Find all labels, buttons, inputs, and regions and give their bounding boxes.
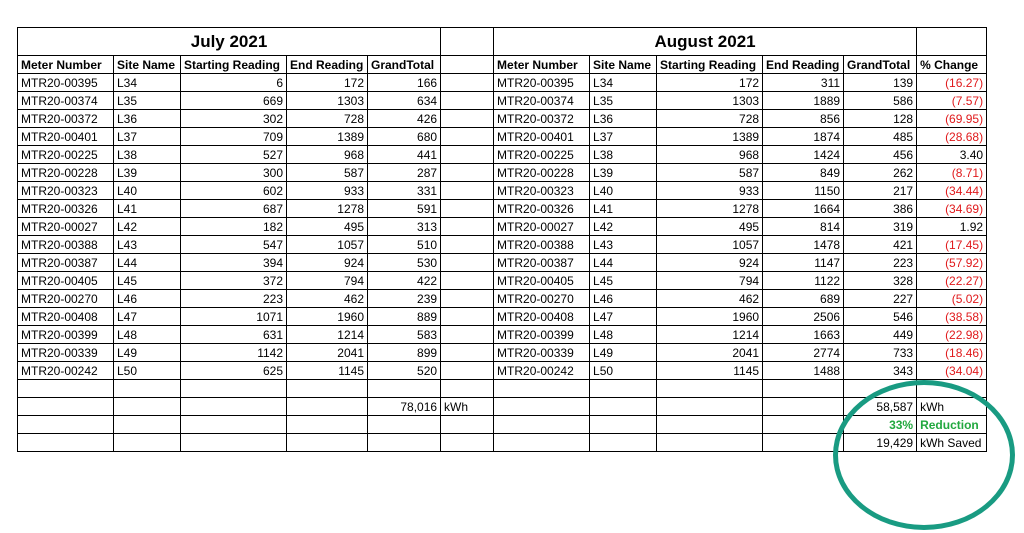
july-site-cell: L34 <box>114 74 181 92</box>
change-cell: (18.46) <box>917 344 987 362</box>
august-start-cell: 933 <box>657 182 763 200</box>
table-row <box>18 164 987 182</box>
july-total-cell: 520 <box>368 362 441 380</box>
august-site-cell: L44 <box>590 254 657 272</box>
august-header-total: GrandTotal <box>844 56 917 74</box>
august-total-cell: 343 <box>844 362 917 380</box>
july-end-cell: 728 <box>287 110 368 128</box>
july-header-site: Site Name <box>114 56 181 74</box>
july-meter-cell: MTR20-00374 <box>18 92 114 110</box>
august-meter-cell: MTR20-00387 <box>494 254 590 272</box>
blank-cell <box>494 416 590 434</box>
august-title: August 2021 <box>494 28 917 56</box>
blank-cell <box>114 416 181 434</box>
july-start-cell: 547 <box>181 236 287 254</box>
july-start-cell: 687 <box>181 200 287 218</box>
august-site-cell: L47 <box>590 308 657 326</box>
august-start-cell: 728 <box>657 110 763 128</box>
spacer-cell <box>441 28 494 56</box>
change-cell: (34.44) <box>917 182 987 200</box>
august-total-cell: 223 <box>844 254 917 272</box>
august-site-cell: L37 <box>590 128 657 146</box>
spacer-cell <box>441 290 494 308</box>
blank-cell <box>287 380 368 398</box>
august-meter-cell: MTR20-00242 <box>494 362 590 380</box>
blank-cell <box>441 416 494 434</box>
august-site-cell: L38 <box>590 146 657 164</box>
august-end-cell: 1663 <box>763 326 844 344</box>
spacer-cell <box>441 254 494 272</box>
month-header-row <box>18 28 987 56</box>
august-meter-cell: MTR20-00399 <box>494 326 590 344</box>
table-row <box>18 92 987 110</box>
july-end-cell: 968 <box>287 146 368 164</box>
july-total-cell: 634 <box>368 92 441 110</box>
change-cell: (7.57) <box>917 92 987 110</box>
july-site-cell: L45 <box>114 272 181 290</box>
july-total-cell: 441 <box>368 146 441 164</box>
august-end-cell: 1664 <box>763 200 844 218</box>
august-header-start: Starting Reading <box>657 56 763 74</box>
july-end-cell: 924 <box>287 254 368 272</box>
spacer-cell <box>441 344 494 362</box>
table-row <box>18 182 987 200</box>
july-start-cell: 372 <box>181 272 287 290</box>
july-meter-cell: MTR20-00399 <box>18 326 114 344</box>
august-site-cell: L39 <box>590 164 657 182</box>
july-meter-cell: MTR20-00270 <box>18 290 114 308</box>
august-site-cell: L42 <box>590 218 657 236</box>
august-meter-cell: MTR20-00388 <box>494 236 590 254</box>
august-end-cell: 1147 <box>763 254 844 272</box>
august-site-cell: L36 <box>590 110 657 128</box>
july-site-cell: L50 <box>114 362 181 380</box>
august-start-cell: 1278 <box>657 200 763 218</box>
july-start-cell: 669 <box>181 92 287 110</box>
july-total-cell: 426 <box>368 110 441 128</box>
spacer-cell <box>441 146 494 164</box>
july-site-cell: L37 <box>114 128 181 146</box>
blank-row <box>18 380 987 398</box>
table-row <box>18 308 987 326</box>
blank-cell <box>441 434 494 452</box>
july-grand-total: 78,016 <box>368 398 441 416</box>
july-site-cell: L35 <box>114 92 181 110</box>
july-end-cell: 462 <box>287 290 368 308</box>
table-row <box>18 326 987 344</box>
blank-cell <box>494 434 590 452</box>
table-row <box>18 344 987 362</box>
blank-cell <box>18 380 114 398</box>
blank-cell <box>18 434 114 452</box>
august-total-cell: 386 <box>844 200 917 218</box>
spacer-cell <box>441 308 494 326</box>
blank-cell <box>181 380 287 398</box>
august-site-cell: L34 <box>590 74 657 92</box>
august-total-cell: 733 <box>844 344 917 362</box>
august-total-cell: 485 <box>844 128 917 146</box>
july-meter-cell: MTR20-00405 <box>18 272 114 290</box>
blank-cell <box>763 380 844 398</box>
august-meter-cell: MTR20-00339 <box>494 344 590 362</box>
august-end-cell: 1478 <box>763 236 844 254</box>
august-total-cell: 546 <box>844 308 917 326</box>
august-start-cell: 1214 <box>657 326 763 344</box>
change-cell: (22.98) <box>917 326 987 344</box>
july-site-cell: L44 <box>114 254 181 272</box>
spacer-cell <box>441 272 494 290</box>
august-total-cell: 328 <box>844 272 917 290</box>
july-meter-cell: MTR20-00388 <box>18 236 114 254</box>
spacer-cell <box>441 326 494 344</box>
august-total-unit: kWh <box>917 398 987 416</box>
reduction-percent: 33% <box>844 416 917 434</box>
august-end-cell: 1874 <box>763 128 844 146</box>
july-header-meter: Meter Number <box>18 56 114 74</box>
blank-cell <box>287 416 368 434</box>
july-start-cell: 709 <box>181 128 287 146</box>
july-end-cell: 495 <box>287 218 368 236</box>
change-cell: (8.71) <box>917 164 987 182</box>
spacer-cell <box>441 92 494 110</box>
august-start-cell: 587 <box>657 164 763 182</box>
july-end-cell: 1278 <box>287 200 368 218</box>
august-header-end: End Reading <box>763 56 844 74</box>
july-meter-cell: MTR20-00242 <box>18 362 114 380</box>
blank-cell <box>763 416 844 434</box>
august-total-cell: 319 <box>844 218 917 236</box>
august-meter-cell: MTR20-00395 <box>494 74 590 92</box>
july-meter-cell: MTR20-00228 <box>18 164 114 182</box>
july-header-start: Starting Reading <box>181 56 287 74</box>
august-start-cell: 794 <box>657 272 763 290</box>
august-start-cell: 2041 <box>657 344 763 362</box>
august-site-cell: L46 <box>590 290 657 308</box>
july-site-cell: L40 <box>114 182 181 200</box>
august-meter-cell: MTR20-00408 <box>494 308 590 326</box>
spacer-cell <box>441 362 494 380</box>
july-start-cell: 527 <box>181 146 287 164</box>
august-end-cell: 689 <box>763 290 844 308</box>
august-meter-cell: MTR20-00228 <box>494 164 590 182</box>
july-start-cell: 1142 <box>181 344 287 362</box>
blank-cell <box>763 398 844 416</box>
august-start-cell: 1389 <box>657 128 763 146</box>
blank-cell <box>494 380 590 398</box>
july-start-cell: 6 <box>181 74 287 92</box>
august-total-cell: 456 <box>844 146 917 164</box>
blank-cell <box>657 434 763 452</box>
table-row <box>18 146 987 164</box>
spacer-cell <box>441 56 494 74</box>
change-cell: (5.02) <box>917 290 987 308</box>
august-total-cell: 421 <box>844 236 917 254</box>
blank-cell <box>18 416 114 434</box>
july-total-cell: 591 <box>368 200 441 218</box>
august-header-meter: Meter Number <box>494 56 590 74</box>
august-header-site: Site Name <box>590 56 657 74</box>
change-cell: (28.68) <box>917 128 987 146</box>
reduction-label: Reduction <box>917 416 987 434</box>
table-row <box>18 74 987 92</box>
july-end-cell: 1214 <box>287 326 368 344</box>
spacer-cell <box>441 164 494 182</box>
july-site-cell: L47 <box>114 308 181 326</box>
august-end-cell: 856 <box>763 110 844 128</box>
energy-usage-table <box>17 27 987 452</box>
august-end-cell: 2506 <box>763 308 844 326</box>
july-site-cell: L39 <box>114 164 181 182</box>
summary-row <box>18 434 987 452</box>
change-cell: 1.92 <box>917 218 987 236</box>
table-row <box>18 272 987 290</box>
august-end-cell: 1150 <box>763 182 844 200</box>
august-start-cell: 495 <box>657 218 763 236</box>
august-end-cell: 1122 <box>763 272 844 290</box>
summary-row <box>18 416 987 434</box>
august-total-cell: 128 <box>844 110 917 128</box>
july-total-cell: 889 <box>368 308 441 326</box>
july-meter-cell: MTR20-00408 <box>18 308 114 326</box>
change-cell: (22.27) <box>917 272 987 290</box>
spacer-cell <box>441 74 494 92</box>
august-meter-cell: MTR20-00323 <box>494 182 590 200</box>
august-total-value: 58,587 <box>844 398 917 416</box>
blank-cell <box>114 398 181 416</box>
august-site-cell: L50 <box>590 362 657 380</box>
july-meter-cell: MTR20-00339 <box>18 344 114 362</box>
july-site-cell: L46 <box>114 290 181 308</box>
august-start-cell: 1960 <box>657 308 763 326</box>
july-start-cell: 1071 <box>181 308 287 326</box>
change-cell: (38.58) <box>917 308 987 326</box>
blank-cell <box>657 380 763 398</box>
blank-cell <box>181 416 287 434</box>
august-start-cell: 462 <box>657 290 763 308</box>
blank-cell <box>590 398 657 416</box>
july-total-cell: 239 <box>368 290 441 308</box>
spacer-cell <box>441 182 494 200</box>
august-end-cell: 849 <box>763 164 844 182</box>
change-cell: (69.95) <box>917 110 987 128</box>
july-meter-cell: MTR20-00326 <box>18 200 114 218</box>
blank-cell <box>287 434 368 452</box>
august-end-cell: 1424 <box>763 146 844 164</box>
august-site-cell: L35 <box>590 92 657 110</box>
july-site-cell: L48 <box>114 326 181 344</box>
august-meter-cell: MTR20-00027 <box>494 218 590 236</box>
change-cell: (57.92) <box>917 254 987 272</box>
july-meter-cell: MTR20-00401 <box>18 128 114 146</box>
july-site-cell: L36 <box>114 110 181 128</box>
july-site-cell: L49 <box>114 344 181 362</box>
july-total-cell: 287 <box>368 164 441 182</box>
august-meter-cell: MTR20-00270 <box>494 290 590 308</box>
july-end-cell: 1960 <box>287 308 368 326</box>
blank-cell <box>368 380 441 398</box>
spacer-cell <box>441 218 494 236</box>
july-end-cell: 1303 <box>287 92 368 110</box>
july-start-cell: 602 <box>181 182 287 200</box>
august-meter-cell: MTR20-00225 <box>494 146 590 164</box>
july-site-cell: L43 <box>114 236 181 254</box>
july-start-cell: 300 <box>181 164 287 182</box>
august-start-cell: 1303 <box>657 92 763 110</box>
august-total-cell: 449 <box>844 326 917 344</box>
july-total-unit: kWh <box>441 398 494 416</box>
august-total-cell: 139 <box>844 74 917 92</box>
july-total-cell: 680 <box>368 128 441 146</box>
august-end-cell: 1488 <box>763 362 844 380</box>
july-header-end: End Reading <box>287 56 368 74</box>
blank-cell <box>494 398 590 416</box>
blank-cell <box>657 398 763 416</box>
july-meter-cell: MTR20-00225 <box>18 146 114 164</box>
blank-cell <box>441 380 494 398</box>
table-row <box>18 110 987 128</box>
july-meter-cell: MTR20-00027 <box>18 218 114 236</box>
august-meter-cell: MTR20-00374 <box>494 92 590 110</box>
august-site-cell: L41 <box>590 200 657 218</box>
august-total-cell: 227 <box>844 290 917 308</box>
table-row <box>18 218 987 236</box>
change-cell: (34.69) <box>917 200 987 218</box>
blank-cell <box>368 416 441 434</box>
july-start-cell: 394 <box>181 254 287 272</box>
summary-row <box>18 398 987 416</box>
august-meter-cell: MTR20-00401 <box>494 128 590 146</box>
august-end-cell: 814 <box>763 218 844 236</box>
column-header-row <box>18 56 987 74</box>
august-start-cell: 924 <box>657 254 763 272</box>
august-meter-cell: MTR20-00326 <box>494 200 590 218</box>
august-start-cell: 968 <box>657 146 763 164</box>
july-start-cell: 625 <box>181 362 287 380</box>
august-total-cell: 586 <box>844 92 917 110</box>
august-start-cell: 1145 <box>657 362 763 380</box>
blank-cell <box>181 398 287 416</box>
change-cell: (34.04) <box>917 362 987 380</box>
july-meter-cell: MTR20-00323 <box>18 182 114 200</box>
change-cell: 3.40 <box>917 146 987 164</box>
blank-cell <box>657 416 763 434</box>
july-site-cell: L42 <box>114 218 181 236</box>
august-end-cell: 311 <box>763 74 844 92</box>
july-start-cell: 631 <box>181 326 287 344</box>
july-end-cell: 794 <box>287 272 368 290</box>
july-meter-cell: MTR20-00387 <box>18 254 114 272</box>
july-site-cell: L38 <box>114 146 181 164</box>
table-row <box>18 200 987 218</box>
august-meter-cell: MTR20-00405 <box>494 272 590 290</box>
change-cell: (16.27) <box>917 74 987 92</box>
july-end-cell: 1389 <box>287 128 368 146</box>
spacer-cell <box>441 236 494 254</box>
saved-label: kWh Saved <box>917 434 987 452</box>
table-row <box>18 128 987 146</box>
august-site-cell: L48 <box>590 326 657 344</box>
july-total-cell: 530 <box>368 254 441 272</box>
august-start-cell: 1057 <box>657 236 763 254</box>
blank-cell <box>114 434 181 452</box>
spacer-cell <box>441 200 494 218</box>
july-total-cell: 583 <box>368 326 441 344</box>
july-total-cell: 331 <box>368 182 441 200</box>
july-end-cell: 587 <box>287 164 368 182</box>
july-meter-cell: MTR20-00372 <box>18 110 114 128</box>
blank-cell <box>18 398 114 416</box>
spacer-cell <box>441 110 494 128</box>
august-site-cell: L49 <box>590 344 657 362</box>
july-meter-cell: MTR20-00395 <box>18 74 114 92</box>
table-row <box>18 290 987 308</box>
blank-cell <box>590 416 657 434</box>
august-end-cell: 2774 <box>763 344 844 362</box>
blank-cell <box>181 434 287 452</box>
august-site-cell: L45 <box>590 272 657 290</box>
july-site-cell: L41 <box>114 200 181 218</box>
august-site-cell: L40 <box>590 182 657 200</box>
table-row <box>18 254 987 272</box>
blank-cell <box>368 434 441 452</box>
july-total-cell: 422 <box>368 272 441 290</box>
august-end-cell: 1889 <box>763 92 844 110</box>
july-total-cell: 899 <box>368 344 441 362</box>
august-total-cell: 262 <box>844 164 917 182</box>
august-meter-cell: MTR20-00372 <box>494 110 590 128</box>
blank-cell <box>590 434 657 452</box>
blank-cell <box>114 380 181 398</box>
august-site-cell: L43 <box>590 236 657 254</box>
july-start-cell: 302 <box>181 110 287 128</box>
august-header-change: % Change <box>917 56 987 74</box>
saved-value: 19,429 <box>844 434 917 452</box>
july-header-total: GrandTotal <box>368 56 441 74</box>
spacer-cell <box>441 128 494 146</box>
blank-cell <box>287 398 368 416</box>
july-title: July 2021 <box>18 28 441 56</box>
july-end-cell: 933 <box>287 182 368 200</box>
table-row <box>18 362 987 380</box>
blank-cell <box>844 380 917 398</box>
change-cell: (17.45) <box>917 236 987 254</box>
blank-cell <box>763 434 844 452</box>
august-start-cell: 172 <box>657 74 763 92</box>
blank-cell <box>917 28 987 56</box>
table-row <box>18 236 987 254</box>
blank-cell <box>917 380 987 398</box>
july-total-cell: 510 <box>368 236 441 254</box>
july-start-cell: 182 <box>181 218 287 236</box>
blank-cell <box>590 380 657 398</box>
july-total-cell: 313 <box>368 218 441 236</box>
july-end-cell: 1145 <box>287 362 368 380</box>
july-start-cell: 223 <box>181 290 287 308</box>
july-total-cell: 166 <box>368 74 441 92</box>
july-end-cell: 172 <box>287 74 368 92</box>
august-total-cell: 217 <box>844 182 917 200</box>
july-end-cell: 2041 <box>287 344 368 362</box>
july-end-cell: 1057 <box>287 236 368 254</box>
